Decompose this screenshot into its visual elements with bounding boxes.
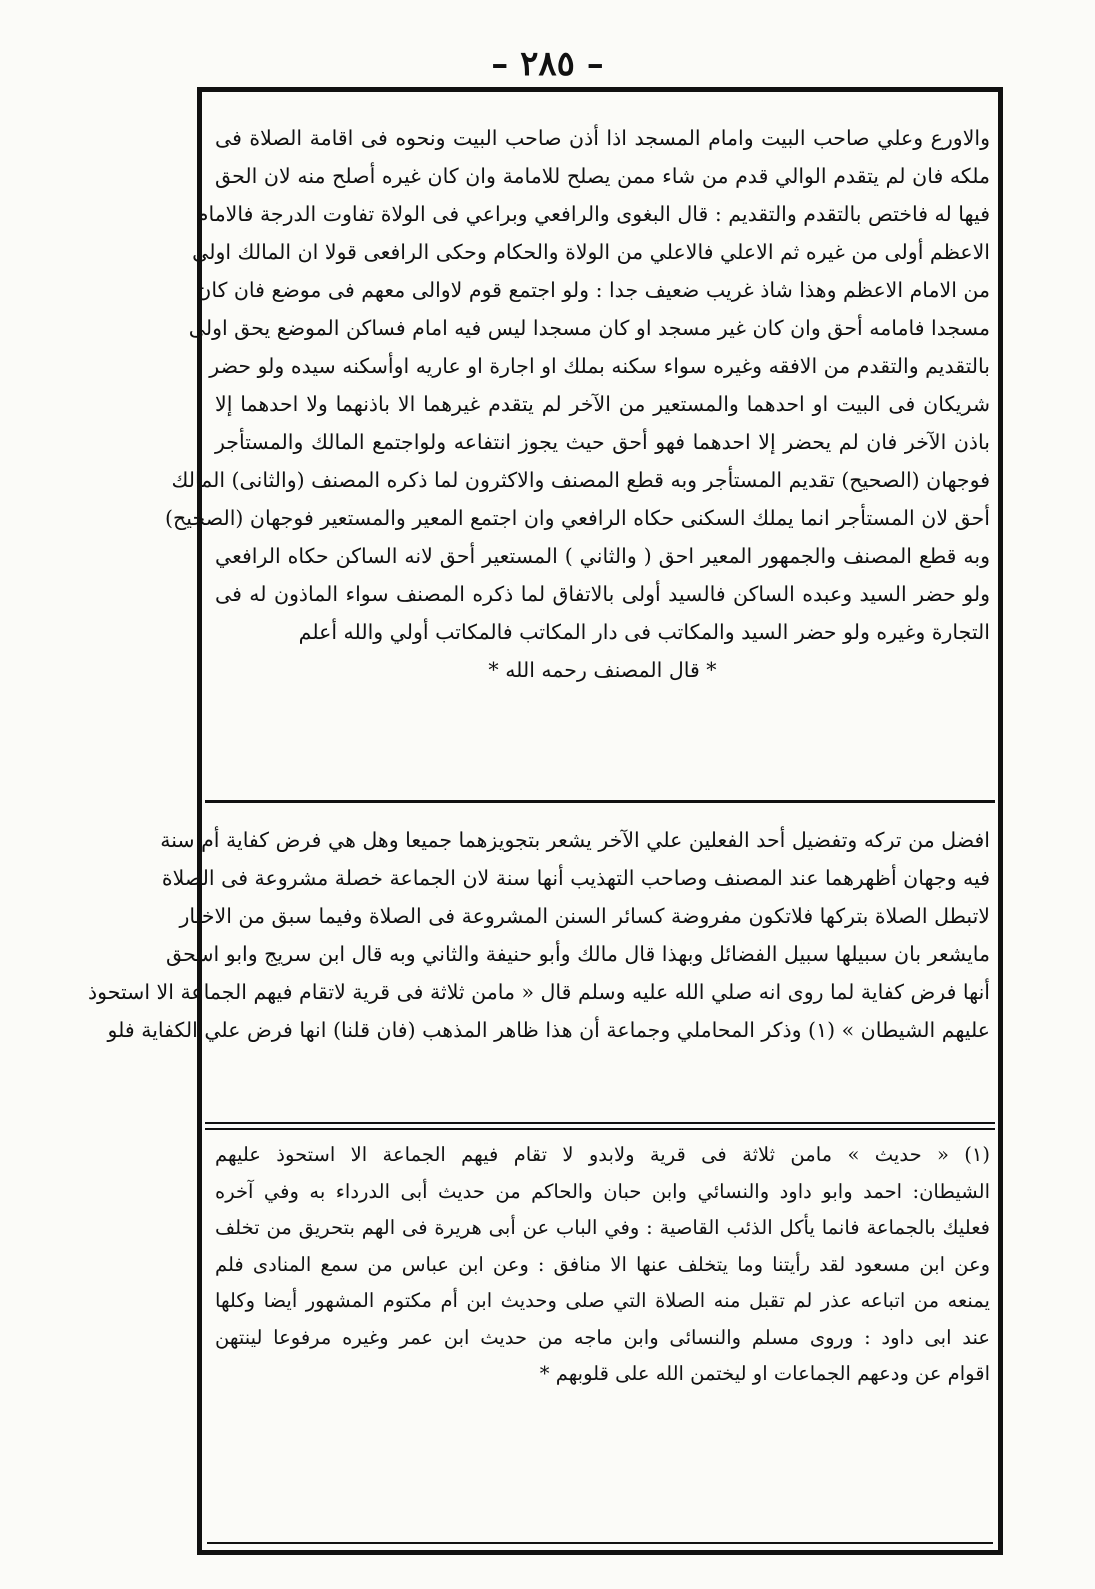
main-text-line: والاورع وعلي صاحب البيت وامام المسجد اذا أذن صاحب البيت ونحوه فى اقامة الصلاة فى xyxy=(215,126,990,150)
main-text-line: باذن الآخر فان لم يحضر إلا احدهما فهو أحق حيث يجوز انتفاعه ولواجتمع المالك والمستأجر xyxy=(215,430,990,454)
main-text-line: من الامام الاعظم وهذا شاذ غريب ضعيف جدا : ولو اجتمع قوم لاوالى معهم فى موضع فان كان xyxy=(196,278,990,302)
main-text-line: ولو حضر السيد وعبده الساكن فالسيد أولى بالاتفاق لما ذكره المصنف سواء الماذون له فى xyxy=(215,582,990,606)
main-text-line: الاعظم أولى من غيره ثم الاعلي فالاعلي من الولاة والحكام وحكى الرافعى قولا ان المالك اولى xyxy=(192,240,990,264)
footnote-line: (١) « حديث » مامن ثلاثة فى قرية ولابدو لا تقام فيهم الجماعة الا استحوذ عليهم xyxy=(215,1143,990,1166)
main-text-line: مسجدا فامامه أحق وان كان غير مسجد او كان مسجدا ليس فيه امام فساكن الموضع يحق اولى xyxy=(188,316,990,340)
footnote-line: عند ابى داود : وروى مسلم والنسائى وابن ماجه من حديث ابن عمر وغيره مرفوعا لينتهن xyxy=(215,1325,990,1349)
main-text xyxy=(165,119,990,689)
page-number: – ٢٨٥ – xyxy=(491,44,604,84)
footnote-line: الشيطان: احمد وابو داود والنسائي وابن حبان والحاكم من حديث أبى الدرداء به وفي آخره xyxy=(215,1179,990,1203)
footnotes xyxy=(215,1137,990,1393)
main-text-line: ملكه فان لم يتقدم الوالي قدم من شاء ممن يصلح للامامة وان كان غيره أصلح منه لان الحق xyxy=(215,164,990,188)
main-text-line: بالتقديم والتقدم من الافقه وغيره سواء سكنه بملك او اجارة او عاريه اوأسكنه سيده ولو حضر xyxy=(209,354,990,378)
section-divider xyxy=(205,800,995,803)
commentary-line: لاتبطل الصلاة بتركها فلاتكون مفروضة كسائر السنن المشروعة فى الصلاة وفيما سبق من الاخبار xyxy=(179,904,990,928)
footnote-line: فعليك بالجماعة فانما يأكل الذئب القاصية : وفي الباب عن أبى هريرة فى الهم بتحريق من تخلف xyxy=(215,1216,990,1239)
main-text-line: فوجهان (الصحيح) تقديم المستأجر وبه قطع المصنف والاكثرون لما ذكره المصنف (والثانى) المالك xyxy=(171,468,990,492)
commentary-line: عليهم الشيطان » (١) وذكر المحاملي وجماعة أن هذا ظاهر المذهب (فان قلنا) انها فرض علي الكفاية فلو xyxy=(107,1018,990,1042)
main-text-line: فيها له فاختص بالتقدم والتقديم : قال البغوى والرافعي وبراعي فى الولاة تفاوت الدرجة فالامام xyxy=(195,202,990,226)
commentary-text xyxy=(88,821,990,1049)
main-text-line: أحق لان المستأجر انما يملك السكنى حكاه الرافعي وان اجتمع المعير والمستعير فوجهان (الصحيح) xyxy=(165,506,990,530)
footnote-divider xyxy=(205,1122,995,1124)
section-heading: * قال المصنف رحمه الله * xyxy=(488,658,717,682)
footnote-line: وعن ابن مسعود لقد رأيتنا وما يتخلف عنها الا منافق : وعن ابن عباس من سمع المنادى فلم xyxy=(215,1252,990,1276)
footnote-line: يمنعه من اتباعه عذر لم تقبل منه الصلاة التي صلى وحديث ابن أم مكتوم المشهور أيضا وكلها xyxy=(215,1289,990,1312)
footnote-divider xyxy=(205,1128,995,1130)
commentary-line: فيه وجهان أظهرهما عند المصنف وصاحب التهذيب أنها سنة لان الجماعة خصلة مشروعة فى الصلاة xyxy=(161,866,990,890)
main-text-line: شريكان فى البيت او احدهما والمستعير من الآخر لم يتقدم غيرهما الا باذنهما ولا احدهما إلا xyxy=(215,392,990,416)
commentary-line: أنها فرض كفاية لما روى انه صلي الله عليه وسلم قال « مامن ثلاثة فى قرية لاتقام فيهم الجماعة الا استحوذ xyxy=(88,980,990,1004)
main-text-line: وبه قطع المصنف والجمهور المعير احق ( والثاني ) المستعير أحق لانه الساكن حكاه الرافعي xyxy=(215,544,990,568)
commentary-line: افضل من تركه وتفضيل أحد الفعلين علي الآخر يشعر بتجويزهما جميعا وهل هي فرض كفاية أم سنة xyxy=(160,828,990,852)
commentary-line: مايشعر بان سبيلها سبيل الفضائل وبهذا قال مالك وأبو حنيفة والثاني وبه قال ابن سريج وابو اسحق xyxy=(166,942,990,966)
main-text-line: التجارة وغيره ولو حضر السيد والمكاتب فى دار المكاتب فالمكاتب أولي والله أعلم xyxy=(298,620,990,644)
footnote-line: اقوام عن ودعهم الجماعات او ليختمن الله على قلوبهم * xyxy=(539,1362,990,1385)
